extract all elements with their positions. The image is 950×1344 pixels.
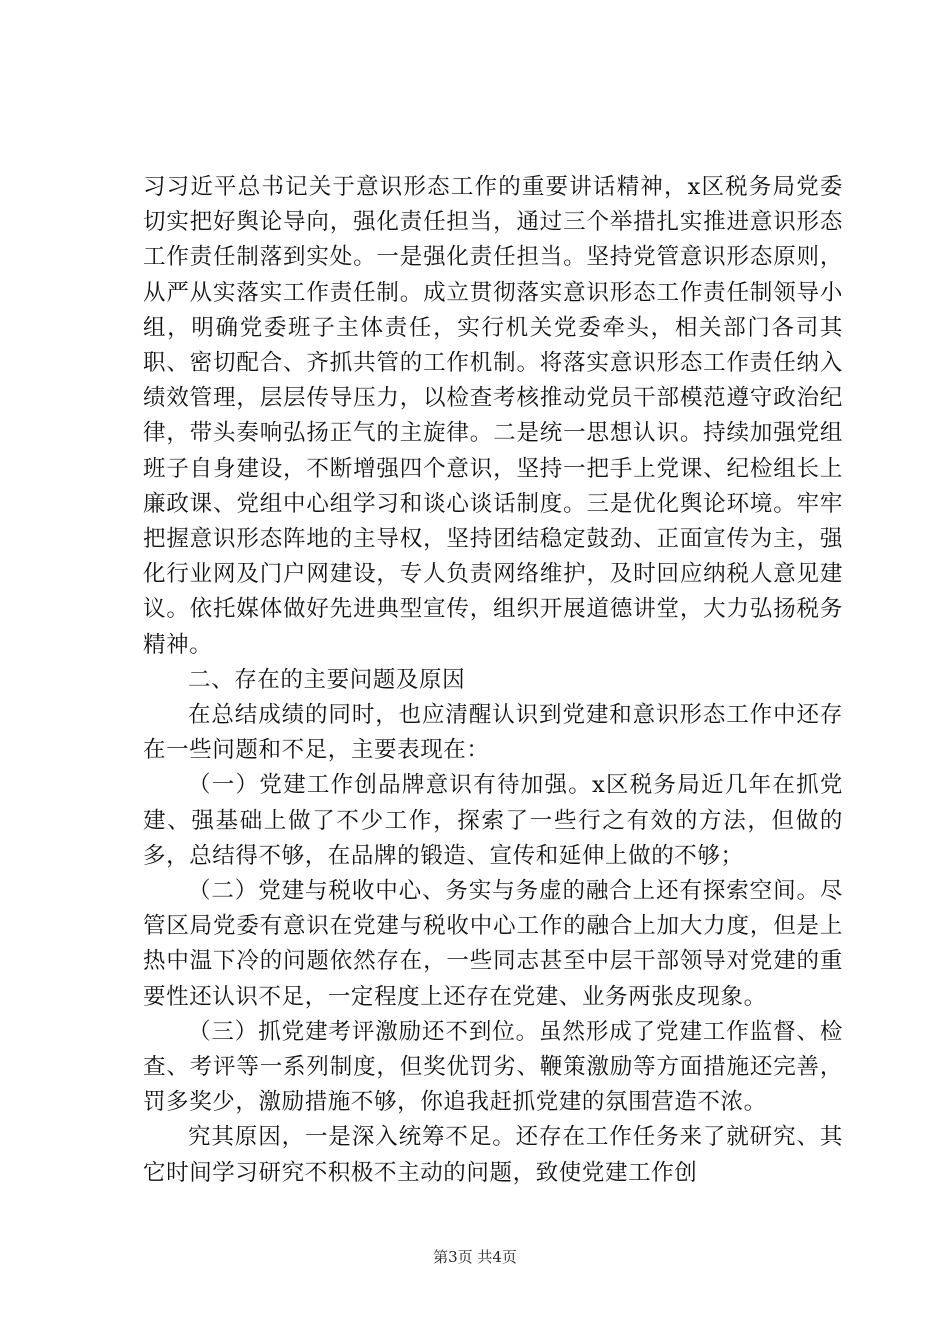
section-heading: 二、存在的主要问题及原因: [188, 666, 466, 693]
paragraph-item-2: （二）党建与税收中心、务实与务虚的融合上还有探索空间。尽管区局党委有意识在党建与税收中心工作的融合上加大力度，但是上热中温下冷的问题依然存在，一些同志甚至中层干部领导对党建的重要性还认识不足，一定程度上还存在党建、业务两张皮现象。: [143, 878, 843, 1010]
paragraph-intro: 在总结成绩的同时，也应清醒认识到党建和意识形态工作中还存在一些问题和不足，主要表现在：: [143, 702, 843, 764]
paragraph-continuation: 习习近平总书记关于意识形态工作的重要讲话精神，x区税务局党委切实把好舆论导向，强化责任担当，通过三个举措扎实推进意识形态工作责任制落到实处。一是强化责任担当。坚持党管意识形态原则，从严从实落实工作责任制。成立贯彻落实意识形态工作责任制领导小组，明确党委班子主体责任，实行机关党委牵头，相关部门各司其职、密切配合、齐抓共管的工作机制。将落实意识形态工作责任纳入绩效管理，层层传导压力，以检查考核推动党员干部模范遵守政治纪律，带头奏响弘扬正气的主旋律。二是统一思想认识。持续加强党组班子自身建设，不断增强四个意识，坚持一把手上党课、纪检组长上廉政课、党组中心组学习和谈心谈话制度。三是优化舆论环境。牢牢把握意识形态阵地的主导权，坚持团结稳定鼓劲、正面宣传为主，强化行业网及门户网建设，专人负责网络维护，及时回应纳税人意见建议。依托媒体做好先进典型宣传，组织开展道德讲堂，大力弘扬税务精神。: [143, 174, 843, 658]
document-body: [143, 170, 843, 1191]
paragraph-causes: 究其原因，一是深入统筹不足。还存在工作任务来了就研究、其它时间学习研究不积极不主动的问题，致使党建工作创: [143, 1124, 843, 1186]
paragraph-item-3: （三）抓党建考评激励还不到位。虽然形成了党建工作监督、检查、考评等一系列制度，但奖优罚劣、鞭策激励等方面措施还完善，罚多奖少，激励措施不够，你追我赶抓党建的氛围营造不浓。: [143, 1018, 843, 1116]
page-footer: 第3页 共4页: [433, 1248, 517, 1266]
paragraph-item-1: （一）党建工作创品牌意识有待加强。x区税务局近几年在抓党建、强基础上做了不少工作，探索了一些行之有效的方法，但做的多，总结得不够，在品牌的锻造、宣传和延伸上做的不够；: [143, 772, 843, 869]
